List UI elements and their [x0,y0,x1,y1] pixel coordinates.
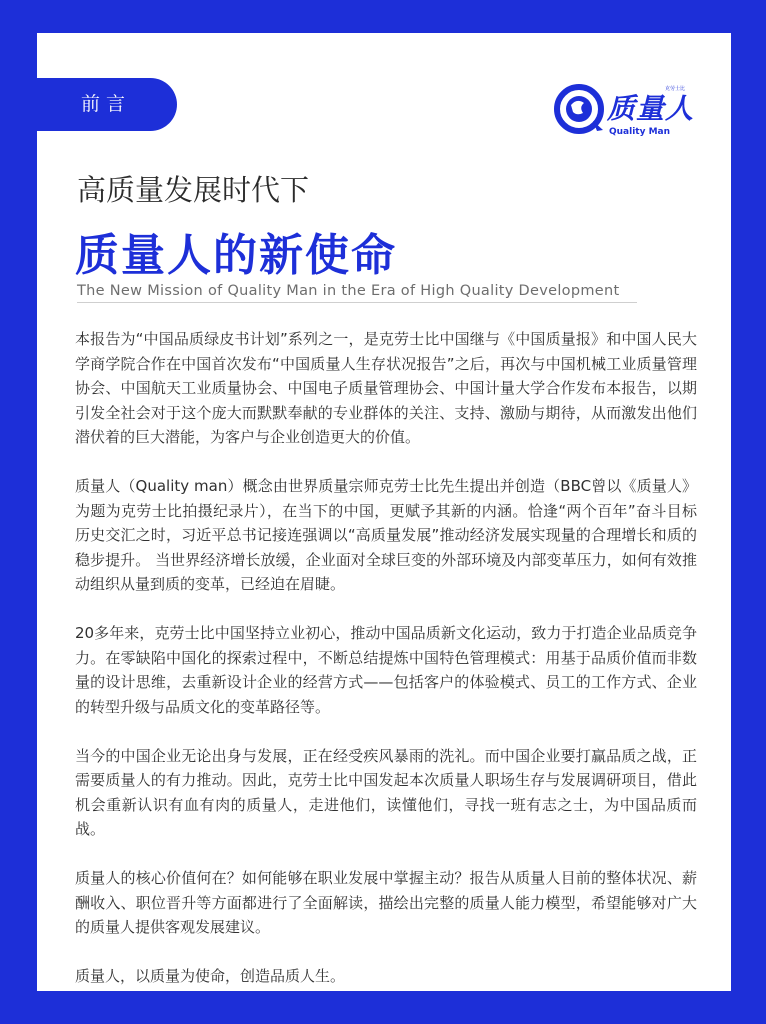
logo-english-name: Quality Man [609,127,671,137]
preface-tab [37,78,177,131]
preface-tab-label: 前言 [81,93,132,115]
paragraph: 质量人的核心价值何在？如何能够在职业发展中掌握主动？报告从质量人目前的整体状况、薪酬收入、职位晋升等方面都进行了全面解读，描绘出完整的质量人能力模型，希望能够对广大的质量人提供客观发展建议。 [75,869,697,936]
paragraph: 当今的中国企业无论出身与发展，正在经受疾风暴雨的洗礼。而中国企业要打赢品质之战，正需要质量人的有力推动。因此，克劳士比中国发起本次质量人职场生存与发展调研项目，借此机会重新认识有血有肉的质量人，走进他们，读懂他们，寻找一班有志之士，为中国品质而战。 [75,746,697,838]
english-title: The New Mission of Quality Man in the Era of High Quality Development [77,283,637,303]
report-page [37,33,731,991]
paragraph: 20多年来，克劳士比中国坚持立业初心，推动中国品质新文化运动，致力于打造企业品质竞争力。在零缺陷中国化的探索过程中，不断总结提炼中国特色管理模式：用基于品质价值而非数量的设计思维，去重新设计企业的经营方式——包括客户的体验模式、员工的工作方式、企业的转型升级与品质文化的变革路径等。 [75,624,697,716]
logo-small-text: 克劳士比 [665,86,686,92]
paragraph: 本报告为“中国品质绿皮书计划”系列之一，是克劳士比中国继与《中国质量报》和中国人民大学商学院合作在中国首次发布“中国质量人生存状况报告”之后，再次与中国机械工业质量管理协会、中国航天工业质量协会、中国电子质量管理协会、中国计量大学合作发布本报告，以期引发全社会对于这个庞大而默默奉献的专业群体的关注、支持、激励与期待，从而激发出他们潜伏着的巨大潜能，为客户与企业创造更大的价值。 [75,330,697,446]
quality-man-logo [553,83,703,143]
quality-man-logo-icon [553,83,605,135]
paragraph: 质量人，以质量为使命，创造品质人生。 [75,967,346,985]
paragraph: 质量人（Quality man）概念由世界质量宗师克劳士比先生提出并创造（BBC曾以《质量人》为题为克劳士比拍摄纪录片），在当下的中国，更赋予其新的内涵。恰逢“两个百年”奋斗目标历史交汇之时，习近平总书记接连强调以“高质量发展”推动经济发展实现量的合理增长和质的稳步提升。 当世界经济增长放缓，企业面对全球巨变的外部环境及内部变革压力，如何有效推动组织从量到质的变革，已经迫在眉睫。 [75,477,697,593]
subtitle: 高质量发展时代下 [77,173,310,207]
body-text [75,327,697,1013]
logo-chinese-name: 质量人 [607,92,695,125]
page-title: 质量人的新使命 [75,230,397,281]
